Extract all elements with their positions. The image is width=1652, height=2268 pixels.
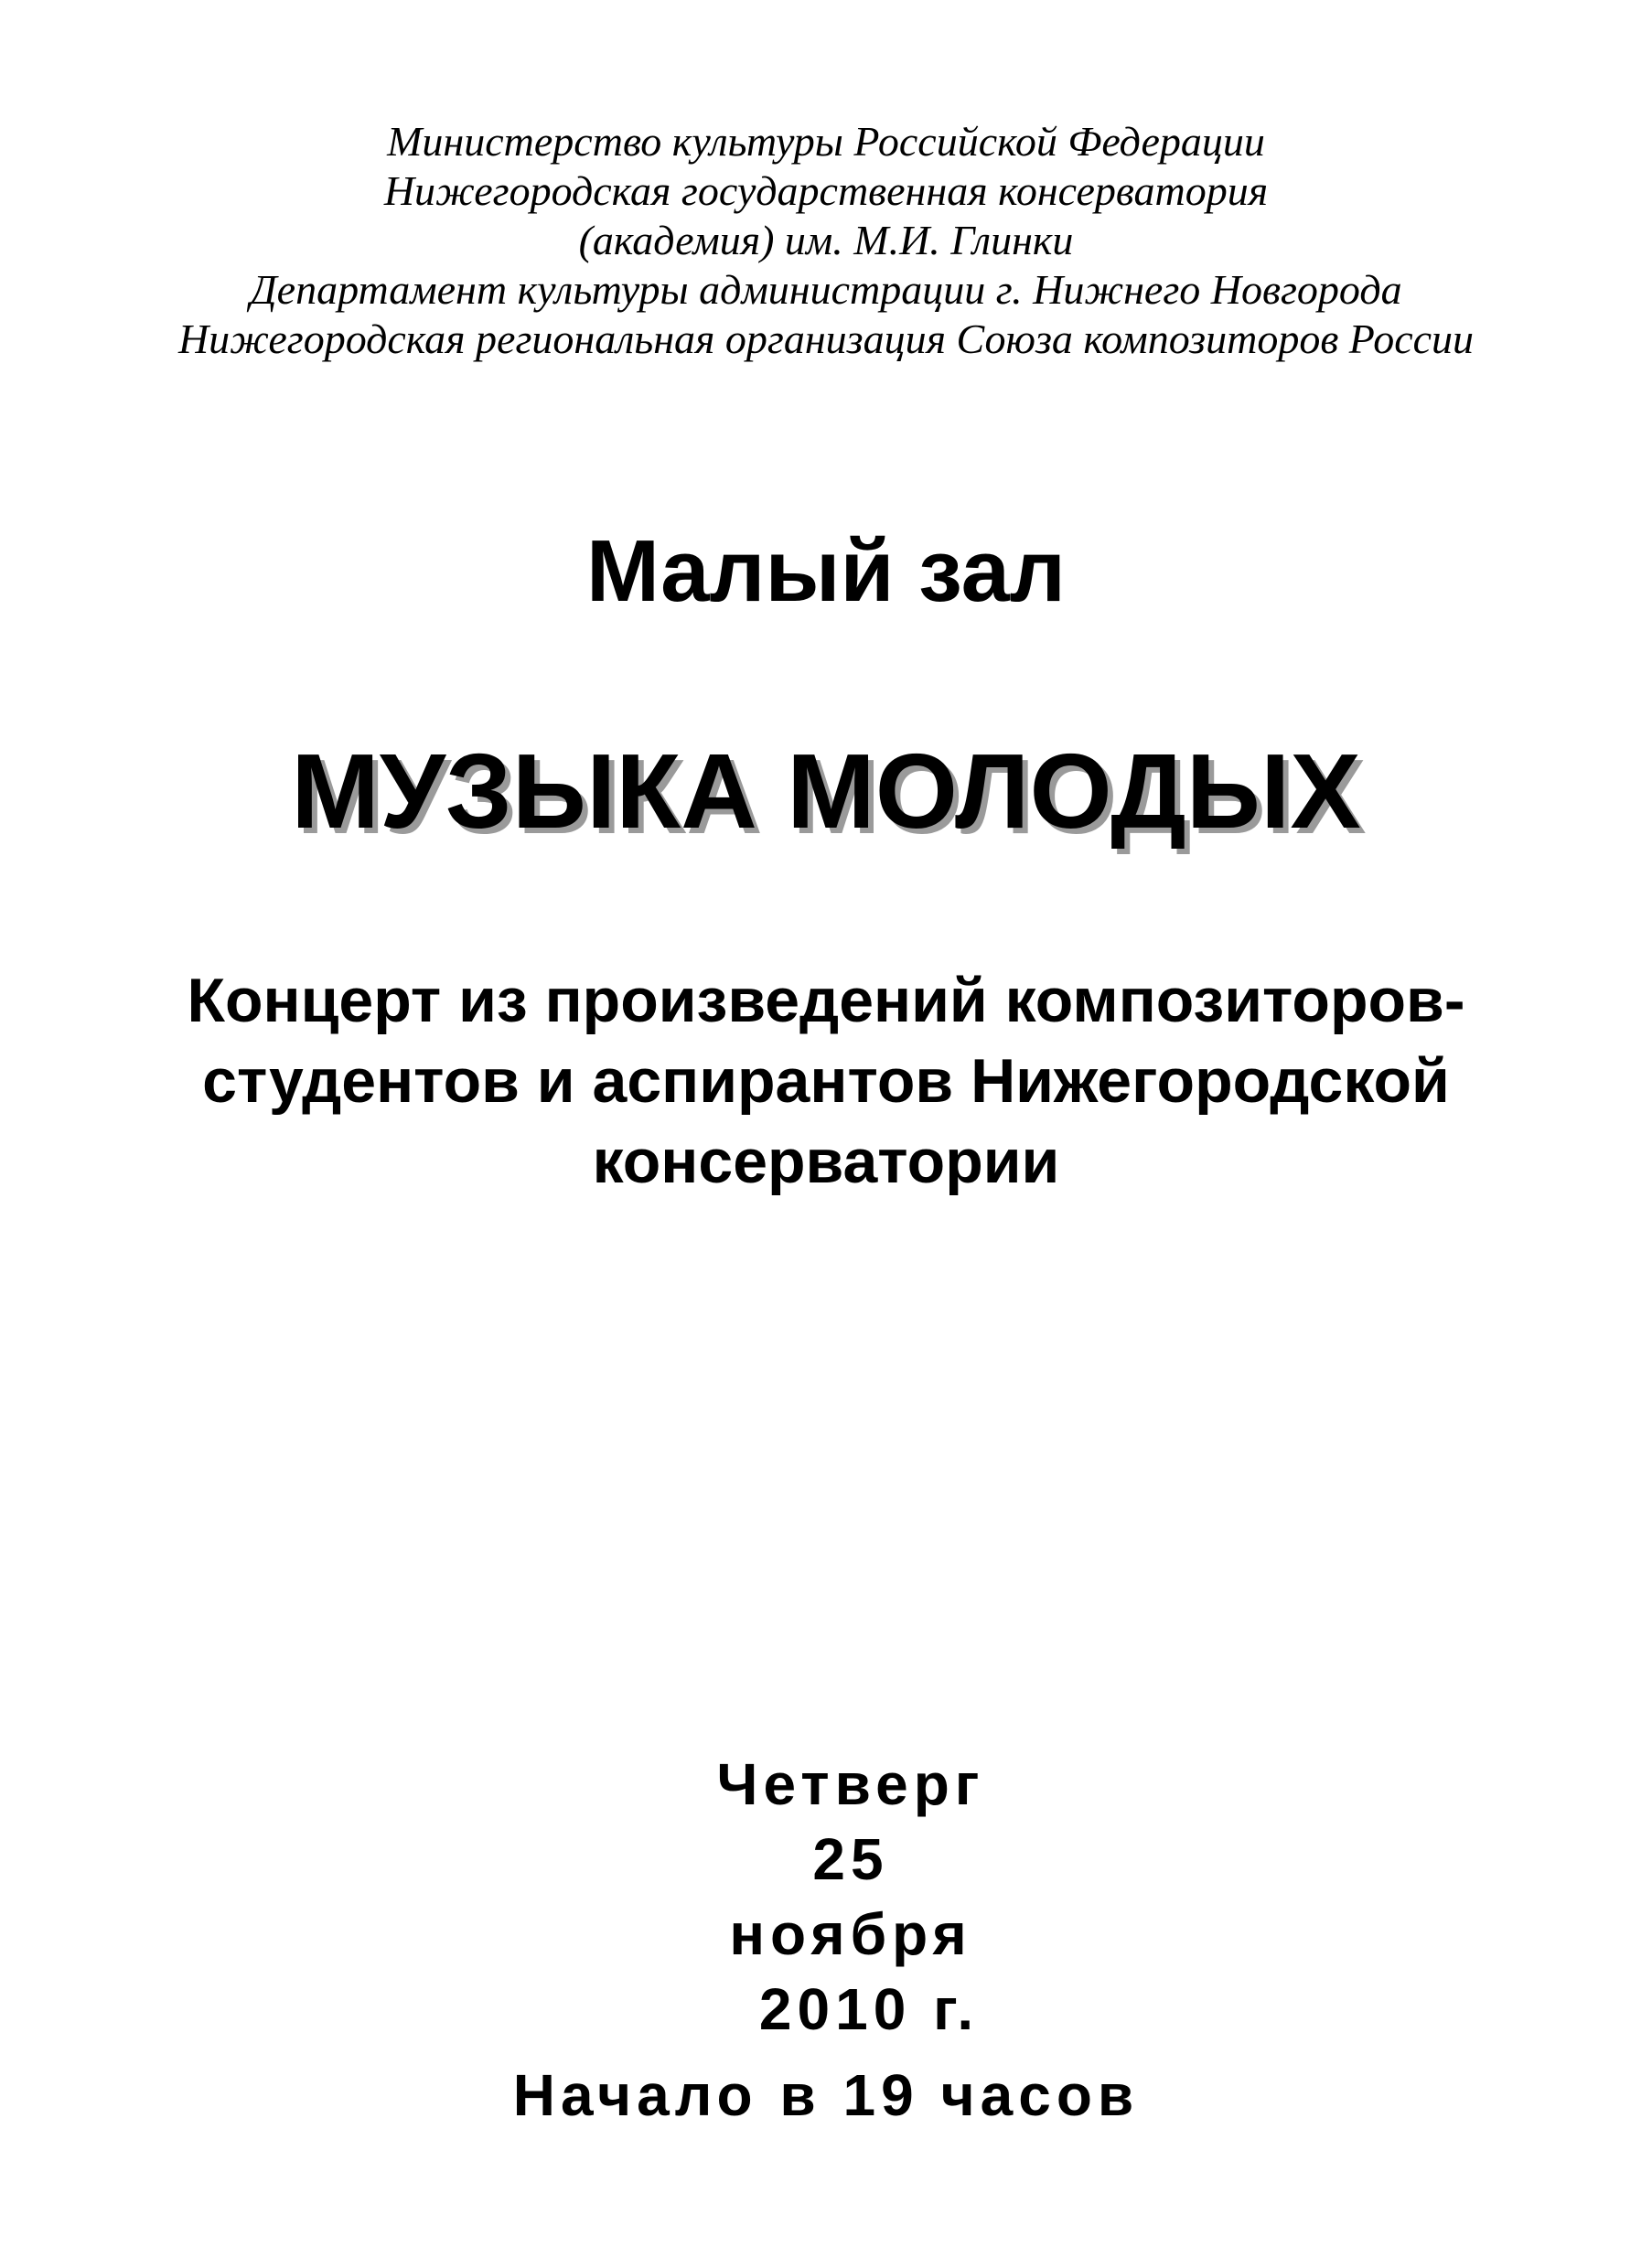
description-line: студентов и аспирантов Нижегородской bbox=[202, 1046, 1450, 1116]
concert-title: МУЗЫКА МОЛОДЫХ bbox=[291, 732, 1361, 850]
organizer-line: Нижегородская государственная консерватория bbox=[383, 167, 1269, 214]
concert-date bbox=[668, 1747, 1034, 2047]
date-weekday: Четверг bbox=[716, 1751, 985, 1817]
organizer-line: Департамент культуры администрации г. Нижнего Новгорода bbox=[250, 266, 1402, 313]
description-line: Концерт из произведений композиторов- bbox=[187, 966, 1465, 1035]
concert-description bbox=[0, 960, 1652, 1202]
organizer-line: Министерство культуры Российской Федерации bbox=[387, 118, 1265, 165]
start-time: Начало в 19 часов bbox=[512, 2062, 1140, 2128]
description-line: консерватории bbox=[592, 1127, 1060, 1196]
organizers-block bbox=[0, 117, 1652, 364]
date-month: ноября bbox=[729, 1901, 972, 1967]
date-year: 2010 г. bbox=[758, 1976, 980, 2042]
venue-heading: Малый зал bbox=[585, 522, 1066, 620]
date-day: 25 bbox=[812, 1826, 889, 1892]
organizer-line: (академия) им. М.И. Глинки bbox=[578, 217, 1074, 263]
organizer-line: Нижегородская региональная организация Союза композиторов России bbox=[177, 316, 1475, 362]
